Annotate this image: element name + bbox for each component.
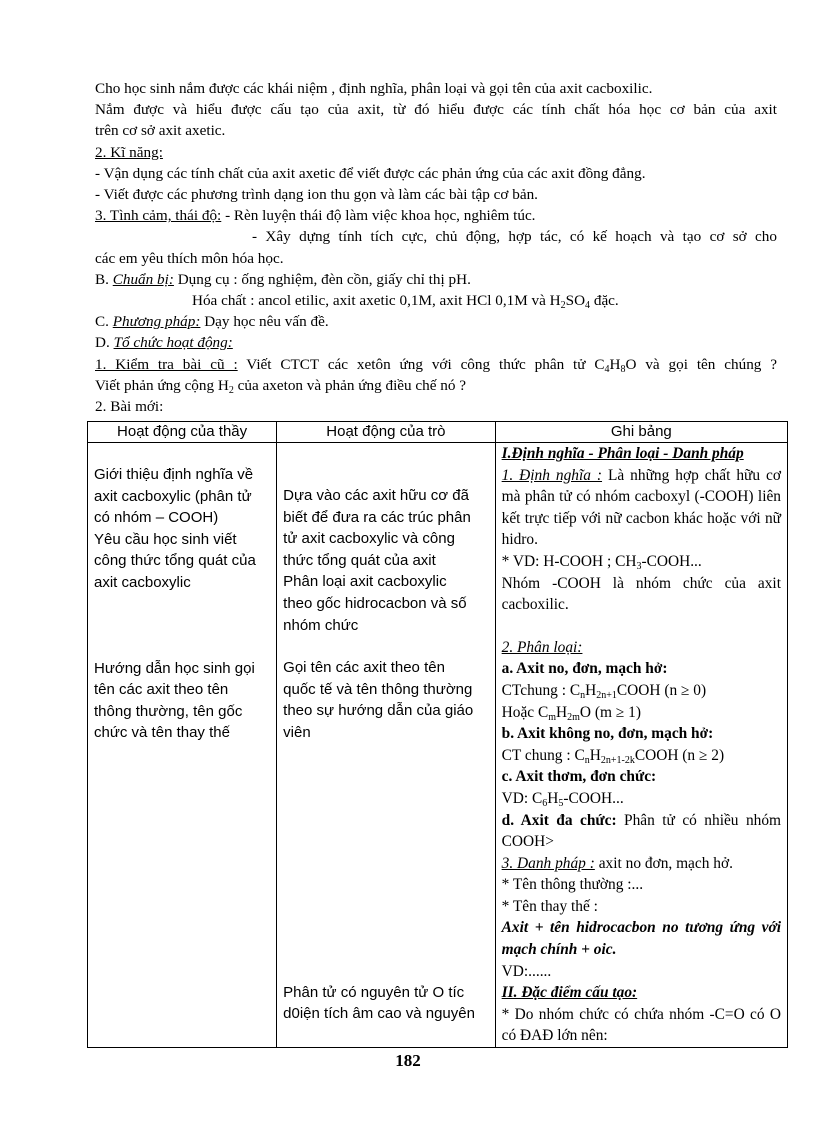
teacher-block-1: Giới thiệu định nghĩa về axit cacboxylic (phân tử có nhóm – COOH) Yêu cầu học sinh viết công thức tổng quát của axit cacboxylic <box>94 466 256 591</box>
intro-line-1: Cho học sinh nắm được các khái niệm , định nghĩa, phân loại và gọi tên của axit cacboxilic. <box>95 80 653 97</box>
attitude-heading: 3. Tình cảm, thái độ: <box>95 207 222 225</box>
board-functional-group: Nhóm -COOH là nhóm chức của axit cacboxilic. <box>501 574 781 614</box>
board-classification-heading: 2. Phân loại: <box>501 638 583 656</box>
teacher-block-2: Hướng dẫn học sinh gọi tên các axit theo tên thông thường, tên gốc chức và tên thay thế <box>94 659 255 742</box>
board-cell <box>495 443 787 1048</box>
document-body <box>95 78 777 417</box>
review-line-2: Viết phản ứng cộng $H_2$ của axeton và phản ứng điều chế nó ? <box>95 376 467 396</box>
table-header-row <box>88 422 788 443</box>
board-vd: VD:...... <box>501 962 552 980</box>
board-common-name: * Tên thông thường :... <box>501 876 644 894</box>
organize-line: D. Tổ chức hoạt động: <box>95 334 233 352</box>
new-lesson-heading: 2. Bài mới: <box>95 398 164 416</box>
method-heading: Phương pháp: <box>112 313 201 331</box>
board-section-1: I.Định nghĩa - Phân loại - Danh pháp <box>501 445 744 462</box>
table-row <box>88 443 788 1048</box>
review-heading: 1. Kiểm tra bài cũ : <box>95 355 238 373</box>
board-class-b: b. Axit không no, đơn, mạch hở: <box>501 725 714 743</box>
attitude-line-1: 3. Tình cảm, thái độ: - Rèn luyện thái độ làm việc khoa học, nghiêm túc. <box>95 207 536 225</box>
attitude-line-2: - Xây dựng tính tích cực, chủ động, hợp tác, có kế hoạch và tạo cơ sở cho <box>252 228 777 246</box>
board-definition: 1. Định nghĩa : Là những hợp chất hữu cơ mà phân tử có nhóm cacboxyl (-COOH) liên kết trực tiếp với nữ cacbon khác hoặc với nữ hidro. <box>501 466 781 549</box>
board-class-a-formula-2: Hoặc $C_mH_{2m}O$ (m ≥ 1) <box>501 703 641 723</box>
preparation-chemicals: Hóa chất : ancol etilic, axit axetic 0,1M, axit HCl 0,1M và $H_2SO_4$ đặc. <box>192 292 619 312</box>
student-block-3: Phân tử có nguyên tử O tíc d0iện tích âm cao và nguyên <box>283 983 475 1023</box>
skills-heading: 2. Kĩ năng: <box>95 143 163 161</box>
board-class-c: c. Axit thơm, đơn chức: <box>501 768 657 786</box>
board-class-a-formula-1: CTchung : $C_nH_{2n+1}COOH$ (n ≥ 0) <box>501 681 707 701</box>
board-class-d: d. Axit đa chức: Phân tử có nhiều nhóm COOH> <box>501 811 781 851</box>
header-board: Ghi bảng <box>495 422 787 443</box>
student-block-1: Dựa vào các axit hữu cơ đã biết để đưa ra các trúc phân tử axit cacboxylic và công thức tổng quát của axit Phân loại axit cacboxylic theo gốc hidrocacbon và số nhóm chức <box>283 487 471 634</box>
board-naming: 3. Danh pháp : axit no đơn, mạch hở. <box>501 854 733 872</box>
board-section-2: II. Đặc điểm cấu tạo: <box>501 984 638 1002</box>
board-class-b-formula: CT chung : $C_nH_{2n+1-2k}COOH$ (n ≥ 2) <box>501 746 725 766</box>
preparation-heading: Chuẩn bị: <box>112 270 174 288</box>
board-systematic-name: * Tên thay thế : <box>501 897 598 915</box>
page-number: 182 <box>395 1051 421 1070</box>
board-naming-rule: Axit + tên hidrocacbon no tương ứng với mạch chính + oic. <box>501 919 781 959</box>
student-block-2: Gọi tên các axit theo tên quốc tế và tên thông thường theo sự hướng dẫn của giáo viên <box>283 659 474 741</box>
method-line: C. Phương pháp: Dạy học nêu vấn đề. <box>95 313 329 331</box>
student-cell <box>277 443 495 1048</box>
lesson-table <box>87 421 788 1048</box>
skills-item-2: - Viết được các phương trình dạng ion thu gọn và làm các bài tập cơ bản. <box>95 186 538 204</box>
header-student: Hoạt động của trò <box>277 422 495 443</box>
board-class-c-example: VD: $C_6H_5$-COOH... <box>501 789 624 809</box>
intro-line-2a: Nắm được và hiểu được cấu tạo của axit, từ đó hiểu được các tính chất hóa học cơ bản của axit <box>95 101 777 119</box>
board-structure-text: * Do nhóm chức có chứa nhóm -C=O có O có ĐAĐ lớn nên: <box>501 1005 781 1045</box>
attitude-line-3: các em yêu thích môn hóa học. <box>95 249 284 267</box>
preparation-tools: B. Chuẩn bị: Dụng cụ : ống nghiệm, đèn cồn, giấy chỉ thị pH. <box>95 270 471 288</box>
board-class-a: a. Axit no, đơn, mạch hở: <box>501 660 668 678</box>
header-teacher: Hoạt động của thầy <box>88 422 277 443</box>
organize-heading: Tổ chức hoạt động: <box>113 334 233 352</box>
review-line-1: 1. Kiểm tra bài cũ : Viết CTCT các xetôn ứng với công thức phân tử $C_4H_8O$ và gọi tên chúng ? <box>95 355 778 375</box>
board-example: * VD: H-COOH ; $CH_3$-COOH... <box>501 552 702 572</box>
skills-item-1: - Vận dụng các tính chất của axit axetic để viết được các phản ứng của các axit đồng đẳng. <box>95 164 646 182</box>
teacher-cell <box>88 443 277 1048</box>
intro-line-2b: trên cơ sở axit axetic. <box>95 122 226 140</box>
